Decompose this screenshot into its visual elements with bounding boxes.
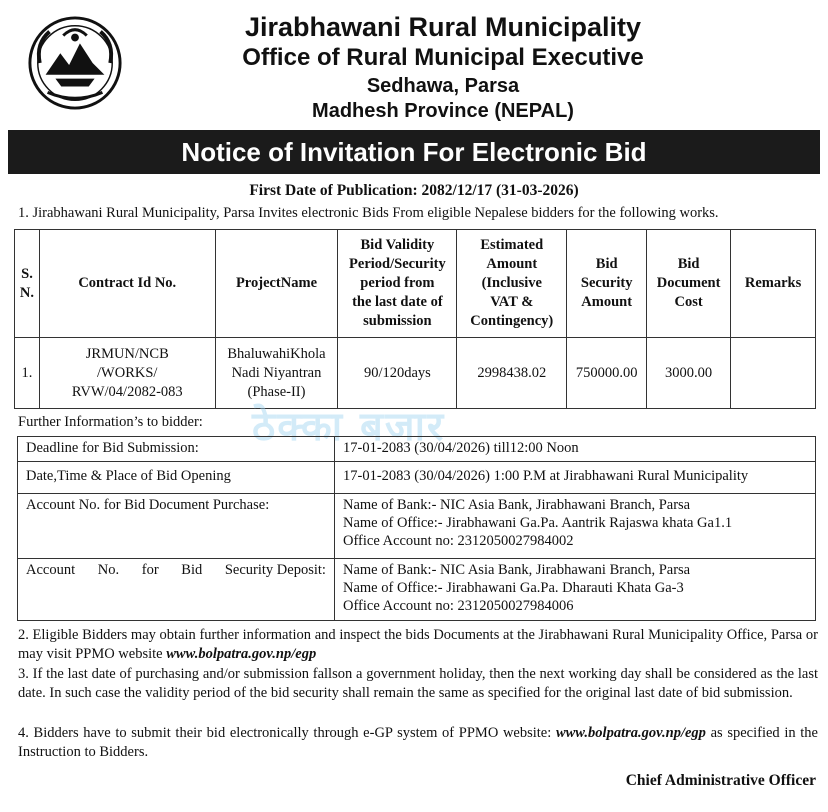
bidder-info-table <box>17 436 816 621</box>
table-row <box>18 494 816 559</box>
office-name: Office of Rural Municipal Executive <box>242 44 644 71</box>
cell-sn: 1. <box>15 338 40 409</box>
header-document-cost: Bid Document Cost <box>647 230 731 338</box>
purchase-account-label: Account No. for Bid Document Purchase: <box>18 494 335 559</box>
deposit-account-value: Name of Bank:- NIC Asia Bank, Jirabhawani Branch, Parsa Name of Office:- Jirabhawani Ga.Pa. Dharauti Khata Ga-3 Office Account no: 2312050027984006 <box>335 559 816 621</box>
bid-details-table <box>14 229 816 409</box>
opening-label: Date,Time & Place of Bid Opening <box>18 462 335 494</box>
table-header-row <box>15 230 816 338</box>
watermark-logo: ठेक्का बजार <box>252 404 446 450</box>
intro-paragraph: 1. Jirabhawani Rural Municipality, Parsa Invites electronic Bids From eligible Nepalese bidders for the following works. <box>18 205 719 221</box>
letterhead <box>0 0 828 128</box>
header-bid-validity: Bid Validity Period/Security period from the last date of submission <box>338 230 457 338</box>
cell-bid-security: 750000.00 <box>567 338 647 409</box>
municipality-name: Jirabhawani Rural Municipality <box>244 12 642 42</box>
cell-remarks <box>731 338 816 409</box>
header-project-name: ProjectName <box>215 230 338 338</box>
cell-project-name: BhaluwahiKhola Nadi Niyantran (Phase-II) <box>215 338 338 409</box>
ppmo-link[interactable]: www.bolpatra.gov.np/egp <box>166 646 317 662</box>
cell-bid-validity: 90/120days <box>338 338 457 409</box>
header-bid-security: Bid Security Amount <box>567 230 647 338</box>
signature-title: Chief Administrative Officer <box>625 772 816 789</box>
ppmo-link[interactable]: www.bolpatra.gov.np/egp <box>555 725 706 741</box>
office-location: Sedhawa, Parsa <box>366 75 520 97</box>
header-contract-id: Contract Id No. <box>39 230 215 338</box>
deadline-value: 17-01-2083 (30/04/2026) till12:00 Noon <box>335 437 816 462</box>
cell-document-cost: 3000.00 <box>647 338 731 409</box>
table-row <box>18 462 816 494</box>
cell-estimated-amount: 2998438.02 <box>457 338 567 409</box>
notice-title-banner: Notice of Invitation For Electronic Bid <box>8 130 820 174</box>
table-row <box>18 559 816 621</box>
nepal-emblem-icon <box>26 14 124 112</box>
purchase-account-value: Name of Bank:- NIC Asia Bank, Jirabhawani Branch, Parsa Name of Office:- Jirabhawani Ga.Pa. Aantrik Rajaswa khata Ga1.1 Office Account no: 2312050027984002 <box>335 494 816 559</box>
note-3: 3. If the last date of purchasing and/or submission fallson a government holiday, then the next working day shall be considered as the last date. In such case the validity period of the bid security shall remain the same as specified for the original last date of bid submission. <box>18 666 818 701</box>
cell-contract-id: JRMUN/NCB /WORKS/ RVW/04/2082-083 <box>39 338 215 409</box>
opening-value: 17-01-2083 (30/04/2026) 1:00 P.M at Jirabhawani Rural Municipality <box>335 462 816 494</box>
header-estimated-amount: Estimated Amount (Inclusive VAT & Contingency) <box>457 230 567 338</box>
further-info-heading: Further Information’s to bidder: <box>18 414 203 430</box>
table-row <box>18 437 816 462</box>
province: Madhesh Province (NEPAL) <box>312 100 574 122</box>
publication-date: First Date of Publication: 2082/12/17 (31-03-2026) <box>249 182 579 199</box>
note-4: 4. Bidders have to submit their bid electronically through e-GP system of PPMO website: www.bolpatra.gov.np/egp as specified in the Instruction to Bidders. <box>18 725 818 760</box>
deadline-label: Deadline for Bid Submission: <box>18 437 335 462</box>
header-remarks: Remarks <box>731 230 816 338</box>
header-sn: S. N. <box>15 230 40 338</box>
deposit-account-label: Account No. for Bid Security Deposit: <box>18 559 335 621</box>
note-2: 2. Eligible Bidders may obtain further information and inspect the bids Documents at the Jirabhawani Rural Municipality Office, Parsa or may visit PPMO website www.bolpatra.gov.np/egp <box>18 627 818 662</box>
